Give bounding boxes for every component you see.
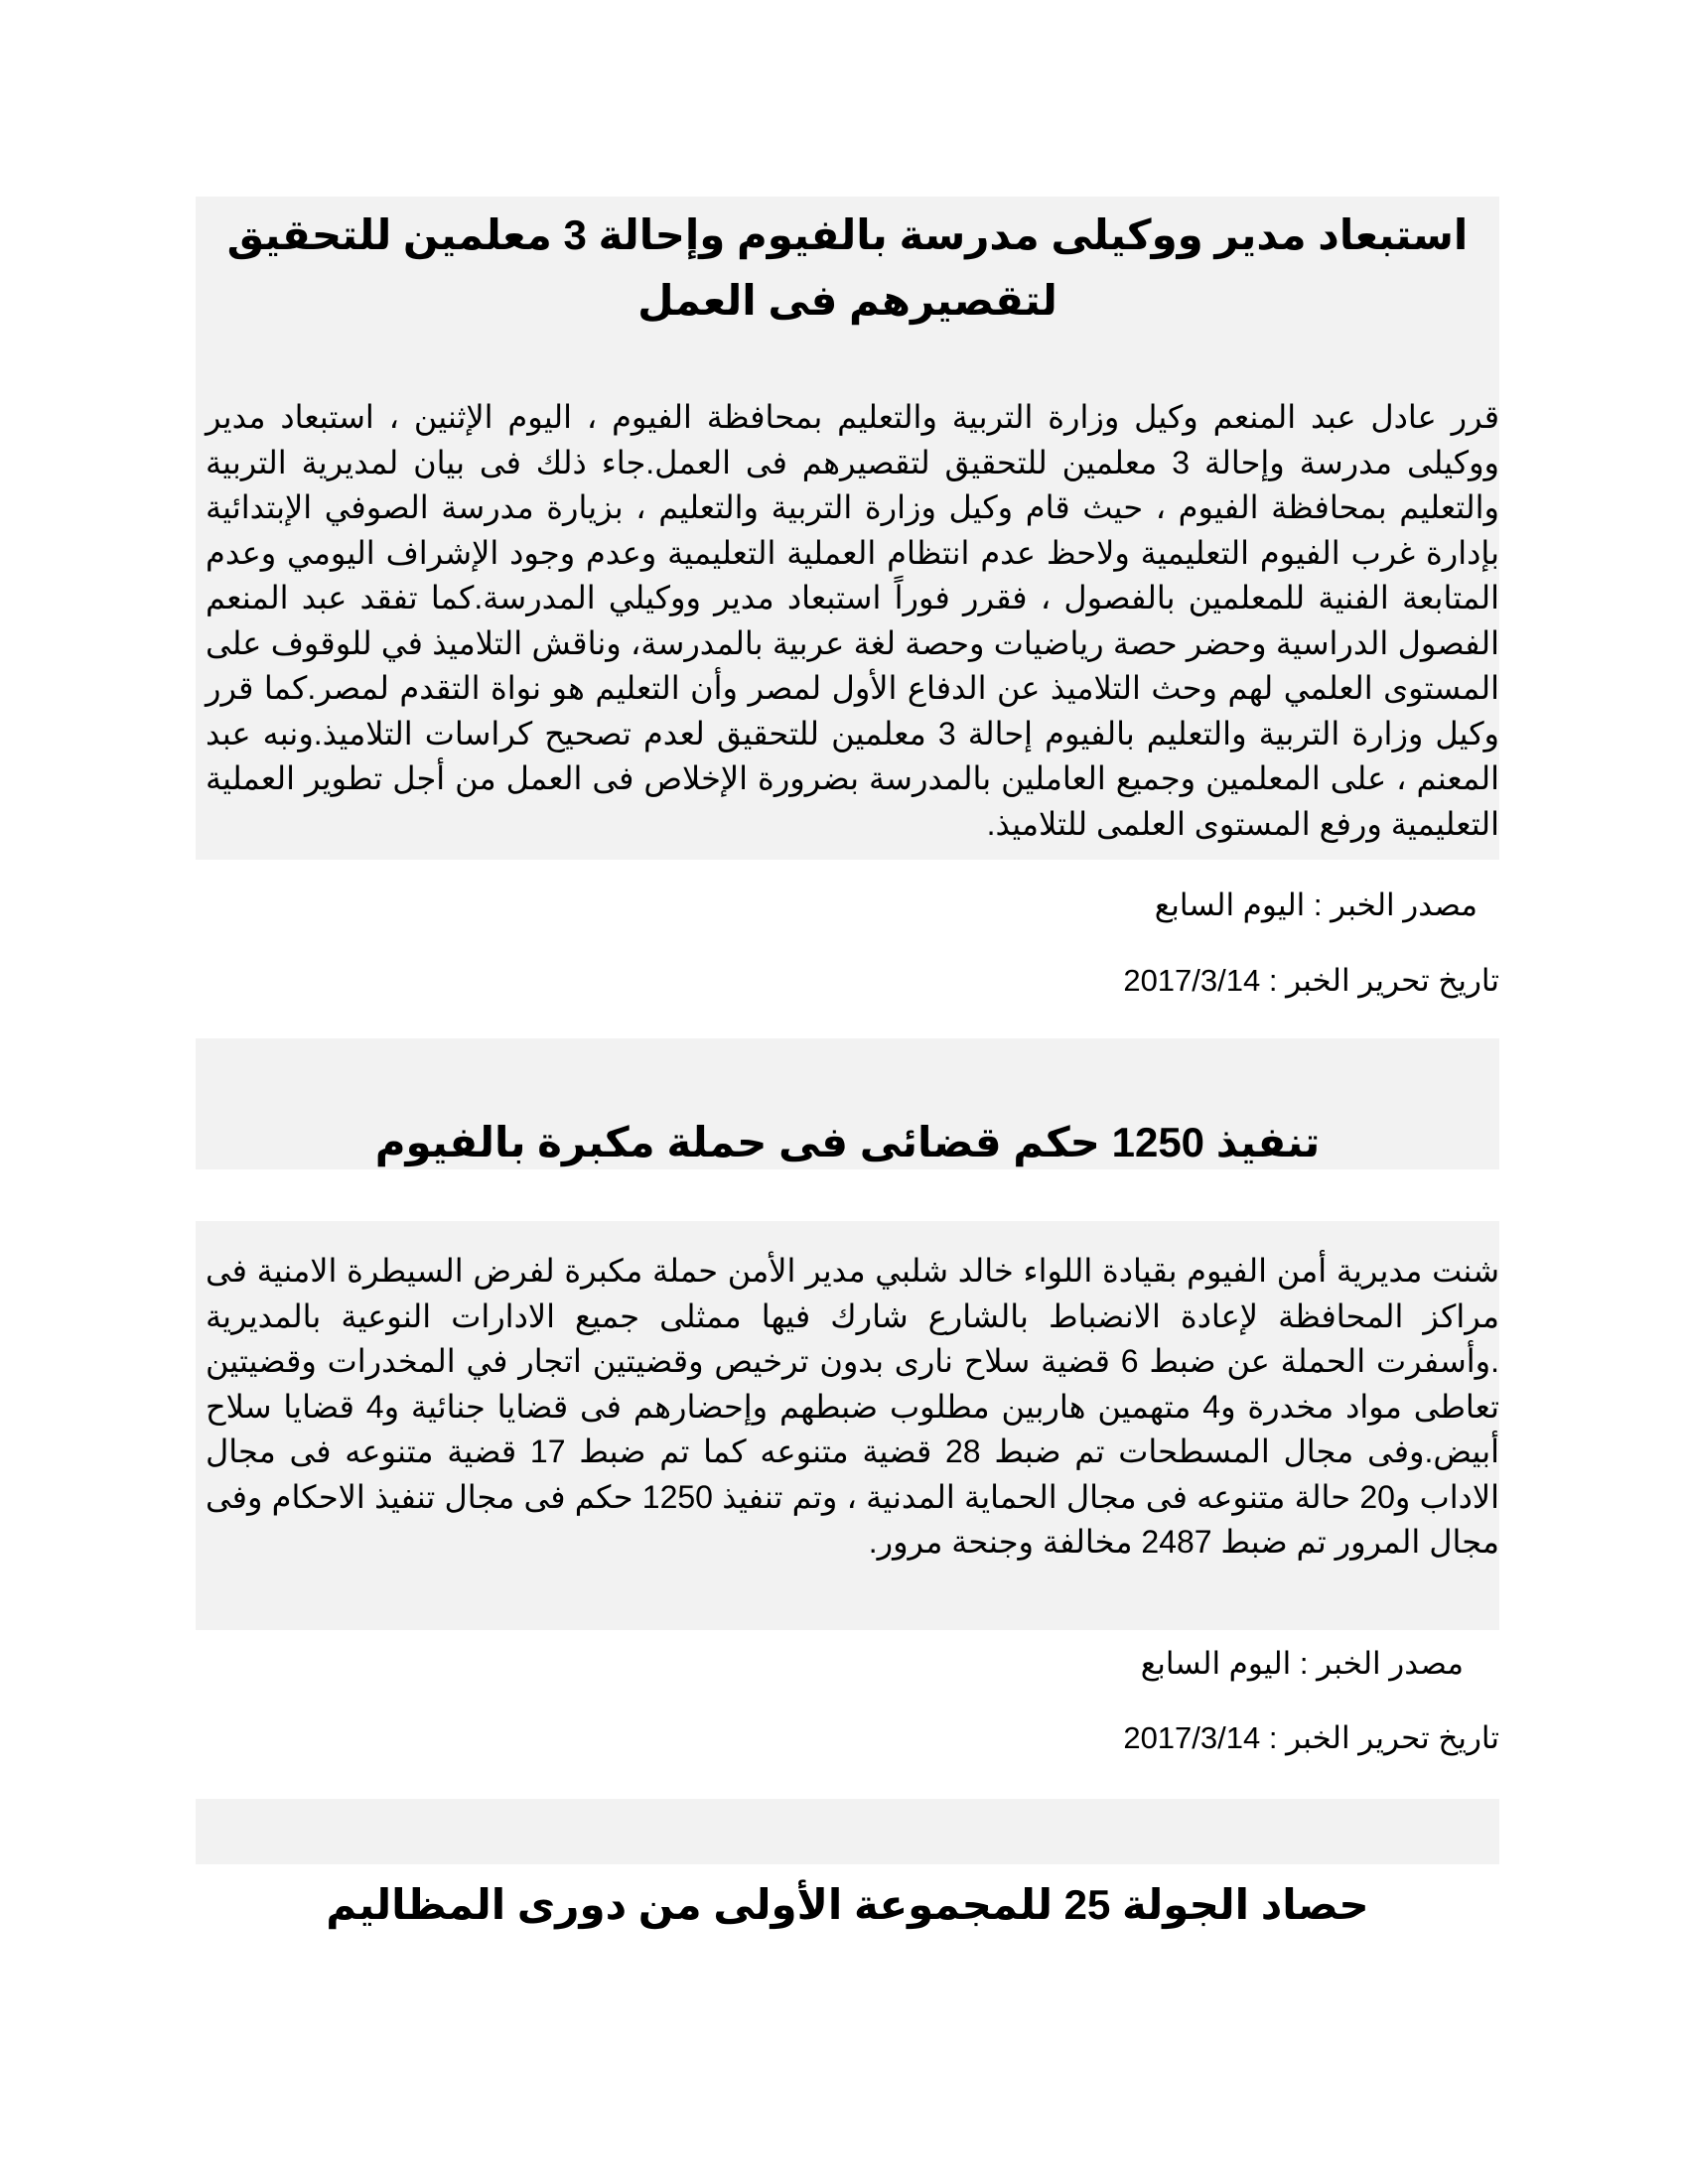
article-1-source: مصدر الخبر : اليوم السابع xyxy=(1154,887,1477,922)
article-1-date: تاريخ تحرير الخبر : 2017/3/14 xyxy=(1123,963,1499,998)
article-2-body: شنت مديرية أمن الفيوم بقيادة اللواء خالد شلبي مدير الأمن حملة مكبرة لفرض السيطرة الامنية فى مراكز المحافظة لإعادة الانضباط بالشارع شارك فيها ممثلى جميع الادارات النوعية بالمديرية .وأسفرت الحملة عن ضبط 6 قضية سلاح نارى بدون ترخيص وقضيتين اتجار في المخدرات وقضيتين تعاطى مواد مخدرة و4 متهمين هاربين مطلوب ضبطهم وإحضارهم فى قضايا جنائية و4 قضايا سلاح أبيض.وفى مجال المسطحات تم ضبط 28 قضية متنوعه كما تم ضبط 17 قضية متنوعه فى مجال الاداب و20 حالة متنوعه فى مجال الحماية المدنية ، وتم تنفيذ 1250 حكم فى مجال تنفيذ الاحكام وفى مجال المرور تم ضبط 2487 مخالفة وجنحة مرور. xyxy=(206,1253,1500,1560)
article-2-date: تاريخ تحرير الخبر : 2017/3/14 xyxy=(1123,1720,1499,1755)
article-1-title: استبعاد مدير ووكيلى مدرسة بالفيوم وإحالة 3 معلمين للتحقيق لتقصيرهم فى العمل xyxy=(226,211,1469,324)
article-2-title: تنفيذ 1250 حكم قضائى فى حملة مكبرة بالفيوم xyxy=(374,1119,1321,1165)
article-1-body: قرر عادل عبد المنعم وكيل وزارة التربية والتعليم بمحافظة الفيوم ، اليوم الإثنين ، استبعاد مدير ووكيلى مدرسة وإحالة 3 معلمين للتحقيق لتقصيرهم فى العمل.جاء ذلك فى بيان لمديرية التربية والتعليم بمحافظة الفيوم ، حيث قام وكيل وزارة التربية والتعليم ، بزيارة مدرسة الصوفي الإبتدائية بإدارة غرب الفيوم التعليمية ولاحظ عدم انتظام العملية التعليمية وعدم وجود الإشراف اليومي وعدم المتابعة الفنية للمعلمين بالفصول ، فقرر فوراً استبعاد مدير ووكيلي المدرسة.كما تفقد عبد المنعم الفصول الدراسية وحضر حصة رياضيات وحصة لغة عربية بالمدرسة، وناقش التلاميذ في للوقوف على المستوى العلمي لهم وحث التلاميذ عن الدفاع الأول لمصر وأن التعليم هو نواة التقدم لمصر.كما قرر وكيل وزارة التربية والتعليم بالفيوم إحالة 3 معلمين للتحقيق لعدم تصحيح كراسات التلاميذ.ونبه عبد المعنم ، على المعلمين وجميع العاملين بالمدرسة بضرورة الإخلاص فى العمل من أجل تطوير العملية التعليمية ورفع المستوى العلمى للتلاميذ. xyxy=(206,399,1500,842)
article-3-title-shade xyxy=(196,1799,1499,1864)
article-3-title: حصاد الجولة 25 للمجموعة الأولى من دورى المظاليم xyxy=(326,1881,1369,1928)
article-2-source: مصدر الخبر : اليوم السابع xyxy=(1140,1646,1464,1681)
